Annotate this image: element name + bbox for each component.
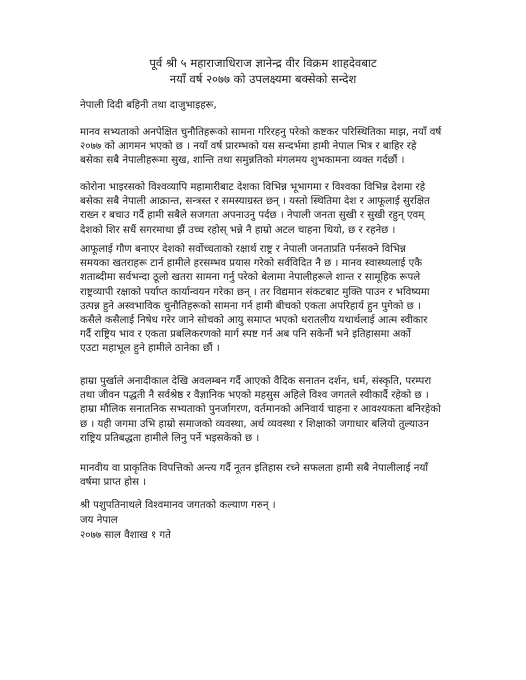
paragraph-line: आफूलाई गौण बनाएर देशको सर्वोच्चताको रक्षार्थ राष्ट्र र नेपाली जनताप्रति पर्नसक्ने विभिन्न	[80, 244, 406, 255]
paragraph-line: मानव सभ्यताको अनपेक्षित चुनौतिहरूको सामना गरिरहनु परेको कष्टकर परिस्थितिका माझ, नयाँ वर्ष	[80, 127, 442, 138]
paragraph-line: राष्ट्रव्यापी रक्षाको पर्याप्त कार्यान्वयन गरेका छन् । तर विद्यमान संकटबाट मुक्ति पाउन र भविष्यमा	[80, 286, 430, 298]
paragraph-1	[80, 126, 450, 169]
paragraph-line: गर्दै राष्ट्रिय भाव र एकता प्रबलिकरणको मार्ग स्पष्ट गर्न अब पनि सकेनौं भने इतिहासमा अर्को	[80, 329, 411, 341]
paragraph-line: हाम्रा मौलिक सनातनिक सभ्यताको पुनर्जागरण, वर्तमानको अनिवार्य चाहना र आवश्यकता बनिरहेको	[80, 404, 441, 416]
paragraph-3	[80, 243, 450, 357]
paragraph-line: तथा जीवन पद्धती नै सर्वश्रेष्ठ र वैज्ञानिक भएको महसुस अहिले विश्व जगतले स्वीकार्दै रहेको छ ।	[80, 390, 429, 402]
paragraph-line: एउटा महाभूल हुने हामीले ठानेका छौं ।	[80, 343, 220, 355]
paragraph-line: बसेका सबै नेपालीहरूमा सुख, शान्ति तथा समुन्नतिको मंगलमय शुभकामना व्यक्त गर्दछौं ।	[80, 155, 405, 167]
paragraph-line: राष्ट्रिय प्रतिबद्धता हामीले लिनु पर्ने भइसकेको छ ।	[80, 432, 260, 444]
paragraph-line: उत्पन्न हुने अस्वभाविक चुनौतिहरूको सामना गर्न हामी बीचको एकता अपरिहार्य हुन पुगेको छ ।	[80, 300, 421, 312]
paragraph-line: छ । यही जगमा उभि हाम्रो समाजको व्यवस्था, अर्थ व्यवस्था र शिक्षाको जगाधार बलियो तुल्याउन	[80, 418, 429, 430]
letter-title-line-1: पूर्व श्री ५ महाराजाधिराज ज्ञानेन्द्र वीर विक्रम शाहदेवबाट	[149, 56, 377, 70]
paragraph-line: समयका खतराहरू टार्न हामीले हरसम्भव प्रयास गरेको सर्वविदित नै छ । मानव स्वास्थ्यलाई एकै	[80, 258, 423, 270]
paragraph-line: बसेका सबै नेपाली आक्रान्त, सन्त्रस्त र समस्याग्रस्त छन् । यस्तो स्थितिमा देश र आफूलाई सुरक्षित	[80, 196, 430, 208]
paragraph-line: हाम्रा पुर्खाले अनादीकाल देखि अवलम्बन गर्दै आएको वैदिक सनातन दर्शन, धर्म, संस्कृति, परम्परा	[80, 376, 432, 387]
closing-blessing: श्री पशुपतिनाथले विश्वमानव जगतको कल्याण गरुन् ।	[80, 500, 276, 511]
closing-date: २०७७ साल वैशाख १ गते	[80, 530, 171, 541]
paragraph-4	[80, 375, 450, 446]
paragraph-line: मानवीय वा प्राकृतिक विपत्तिको अन्त्य गर्दै नूतन इतिहास रच्ने सफलता हामी सबै नेपालीलाई नयाँ	[80, 463, 428, 474]
paragraph-2	[80, 181, 450, 238]
paragraph-line: शताब्दीमा सर्वभन्दा ठूलो खतरा सामना गर्नु परेको बेलामा नेपालीहरूले शान्त र सामूहिक रूपले	[80, 272, 421, 284]
salutation: नेपाली दिदी बहिनी तथा दाजुभाइहरू,	[80, 100, 217, 111]
paragraph-line: कसैले कसैलाई निषेध गरेर जाने सोचको आयु समाप्त भएको धरातलीय यथार्थलाई आत्म स्वीकार	[80, 315, 428, 327]
letter-title-line-2: नयाँ वर्ष २०७७ को उपलक्ष्यमा बक्सेको सन्देश	[169, 72, 357, 86]
closing-jay-nepal: जय नेपाल	[80, 515, 118, 526]
paragraph-line: २०७७ को आगमन भएको छ । नयाँ वर्ष प्रारम्भको यस सन्दर्भमा हामी नेपाल भित्र र बाहिर रहे	[80, 141, 417, 153]
paragraph-5	[80, 462, 450, 490]
paragraph-line: वर्षमा प्राप्त होस ।	[80, 477, 147, 489]
paragraph-line: देशको शिर सधैं सगरमाथा झैं उच्च रहोस् भन्ने नै हाम्रो अटल चाहना थियो, छ र रहनेछ ।	[80, 224, 396, 236]
paragraph-line: राख्न र बचाउ गर्दै हामी सबैले सजगता अपनाउनु पर्दछ । नेपाली जनता सुखी र सुखी रहुन् एवम्	[80, 210, 425, 222]
paragraph-line: कोरोना भाइरसको विश्वव्यापि महामारीबाट देशका विभिन्न भूभागमा र विश्वका विभिन्न देशमा रहे	[80, 182, 426, 193]
